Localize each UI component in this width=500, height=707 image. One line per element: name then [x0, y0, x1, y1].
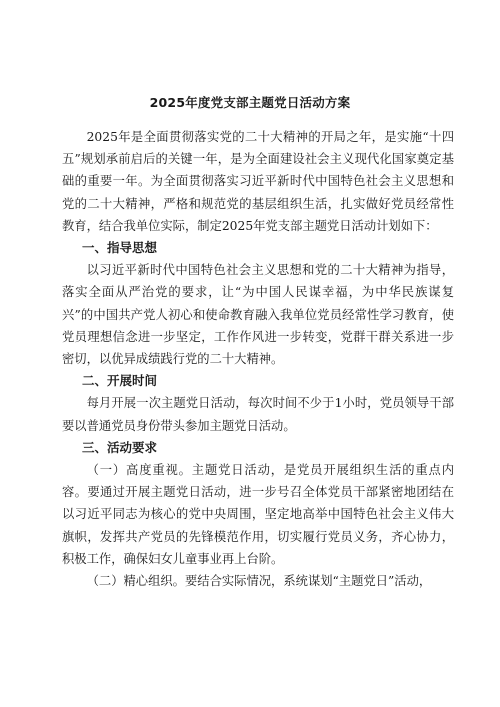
schedule-paragraph: 每月开展一次主题党日活动，每次时间不少于1小时，党员领导干部要以普通党员身份带头参加主题党日活动。	[62, 396, 454, 433]
guiding-ideology-paragraph: 以习近平新时代中国特色社会主义思想和党的二十大精神为指导，落实全面从严治党的要求，让“为中国人民谋幸福，为中华民族谋复兴”的中国共产党人初心和使命教育融入我单位党员经常性学习教育，使党员理想信念进一步坚定，工作作风进一步转变，党群干群关系进一步密切，以优异成绩践行党的二十大精神。	[62, 263, 454, 367]
document-body	[62, 126, 454, 592]
section-heading-requirements: 三、活动要求	[82, 439, 158, 455]
requirement-paragraph-2: （二）精心组织。要结合实际情况，系统谋划“主题党日”活动，	[86, 574, 432, 589]
document-title: 2025年度党支部主题党日活动方案	[149, 95, 351, 110]
intro-paragraph: 2025年是全面贯彻落实党的二十大精神的开局之年，是实施“十四五”规划承前启后的关键一年，是为全面建设社会主义现代化国家奠定基础的重要一年。为全面贯彻落实习近平新时代中国特色社会主义思想和党的二十大精神，严格和规范党的基层组织生活，扎实做好党员经常性教育，结合我单位实际，制定2025年党支部主题党日活动计划如下：	[62, 130, 454, 233]
section-heading-schedule: 二、开展时间	[82, 373, 158, 389]
requirement-paragraph-1: （一）高度重视。主题党日活动，是党员开展组织生活的重点内容。要通过开展主题党日活动，进一步号召全体党员干部紧密地团结在以习近平同志为核心的党中央周围，坚定地高举中国特色社会主义伟大旗帜，发挥共产党员的先锋模范作用，切实履行党员义务，齐心协力，积极工作，确保妇女儿童事业再上台阶。	[62, 463, 454, 566]
section-heading-guiding-ideology: 一、指导思想	[82, 240, 158, 256]
